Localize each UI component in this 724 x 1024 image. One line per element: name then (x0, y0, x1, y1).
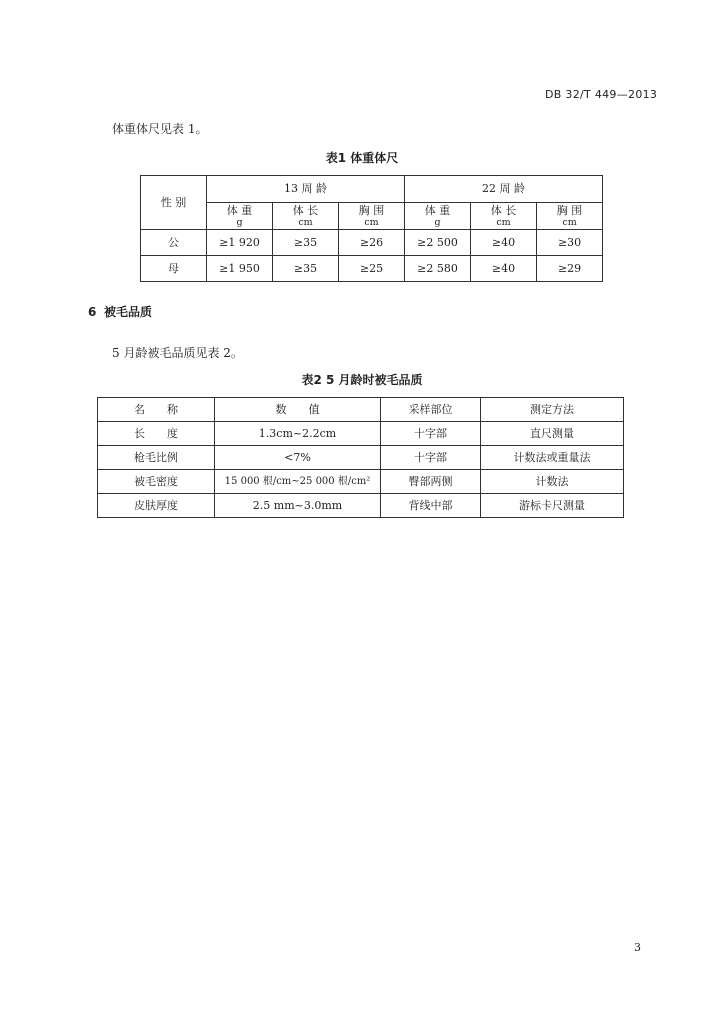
table-cell: ≥25 (339, 256, 405, 282)
sex-cell: 公 (141, 230, 207, 256)
table-cell: ≥1 920 (207, 230, 273, 256)
table-cell: 被毛密度 (98, 470, 215, 494)
table-cell: ≥30 (537, 230, 603, 256)
metric-header: 胸 围 cm (339, 203, 405, 230)
table-row (98, 422, 624, 446)
sex-column-header: 性 别 (141, 176, 207, 230)
metric-header: 体 长 cm (273, 203, 339, 230)
table-cell: 枪毛比例 (98, 446, 215, 470)
table2-caption: 表2 5 月龄时被毛品质 (301, 373, 423, 387)
table1-intro-text: 体重体尺见表 1。 (112, 122, 208, 136)
coat-quality-table (97, 397, 624, 518)
table-cell: 计数法或重量法 (481, 446, 624, 470)
table-cell: ≥1 950 (207, 256, 273, 282)
table-cell: 15 000 根/cm~25 000 根/cm² (215, 470, 381, 494)
table-cell: ≥2 500 (405, 230, 471, 256)
section-heading (88, 303, 152, 320)
column-header: 测定方法 (481, 398, 624, 422)
table-cell: ≥26 (339, 230, 405, 256)
page-number: 3 (634, 941, 641, 954)
table-cell: 十字部 (381, 446, 481, 470)
table-cell: 背线中部 (381, 494, 481, 518)
table-row (98, 446, 624, 470)
table-cell: ≥29 (537, 256, 603, 282)
table-cell: ≥35 (273, 230, 339, 256)
table-cell: 十字部 (381, 422, 481, 446)
table-cell: 皮肤厚度 (98, 494, 215, 518)
column-header: 数 值 (215, 398, 381, 422)
table-row (98, 470, 624, 494)
column-header: 采样部位 (381, 398, 481, 422)
age-22-weeks-header: 22 周 龄 (405, 176, 603, 203)
sex-cell: 母 (141, 256, 207, 282)
document-code: DB 32/T 449—2013 (545, 88, 658, 101)
metric-header: 胸 围 cm (537, 203, 603, 230)
column-header: 名 称 (98, 398, 215, 422)
table-cell: ≥2 580 (405, 256, 471, 282)
body-size-table (140, 175, 603, 282)
table2-intro-text: 5 月龄被毛品质见表 2。 (112, 346, 243, 360)
metric-header: 体 重 g (405, 203, 471, 230)
table-cell: 直尺测量 (481, 422, 624, 446)
table-row (141, 230, 603, 256)
table-cell: 游标卡尺测量 (481, 494, 624, 518)
table-cell: 臀部两侧 (381, 470, 481, 494)
section-title: 被毛品质 (104, 305, 153, 319)
table-cell: 1.3cm~2.2cm (215, 422, 381, 446)
metric-header: 体 长 cm (471, 203, 537, 230)
metric-header: 体 重 g (207, 203, 273, 230)
table-cell: ≥35 (273, 256, 339, 282)
table-cell: 长 度 (98, 422, 215, 446)
age-13-weeks-header: 13 周 龄 (207, 176, 405, 203)
table-cell: ≥40 (471, 256, 537, 282)
table-header-row (98, 398, 624, 422)
table-cell: <7% (215, 446, 381, 470)
table-row (141, 256, 603, 282)
section-number: 6 (88, 305, 97, 319)
table-row (98, 494, 624, 518)
table-cell: 2.5 mm~3.0mm (215, 494, 381, 518)
table-cell: 计数法 (481, 470, 624, 494)
table1-caption: 表1 体重体尺 (325, 151, 399, 165)
table-cell: ≥40 (471, 230, 537, 256)
